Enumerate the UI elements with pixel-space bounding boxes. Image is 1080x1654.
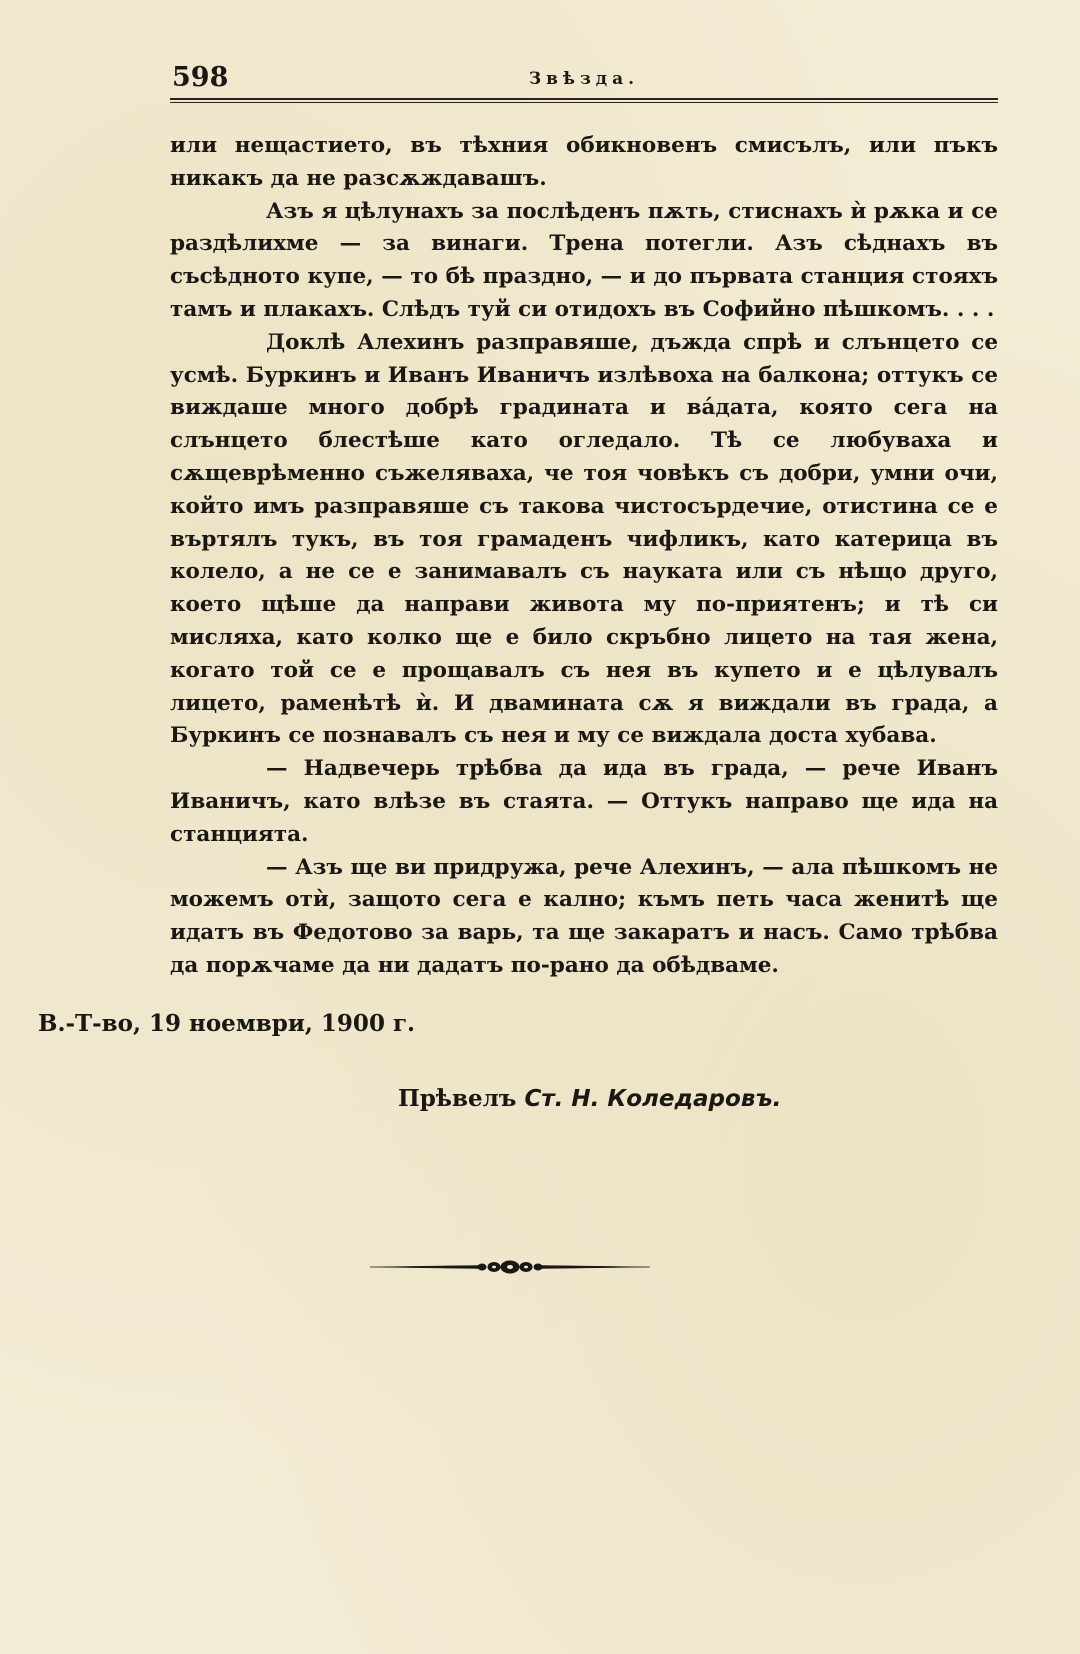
paragraph: — Азъ ще ви придружа, рече Алехинъ, — ала пѣшкомъ не можемъ отѝ, защото сега е кално; къмъ петь часа женитѣ ще идатъ въ Федотово за варь, та ще закаратъ и насъ. Само трѣбва да порѫчаме да ни дадатъ по-рано да обѣдваме.	[170, 854, 998, 978]
translator-prefix: Прѣвелъ	[398, 1085, 517, 1112]
page-number: 598	[172, 62, 229, 93]
translator-credit	[398, 1085, 781, 1112]
page-header	[170, 60, 998, 100]
paragraph: — Надвечерь трѣбва да ида въ града, — рече Иванъ Иваничъ, като влѣзе въ стаята. — Оттукъ направо ще ида на станцията.	[170, 756, 998, 847]
body-text	[170, 130, 998, 983]
header-rule	[170, 98, 998, 103]
paragraph: Азъ я цѣлунахъ за послѣденъ пѫть, стиснахъ ѝ рѫка и се раздѣлихме — за винаги. Трена потегли. Азъ сѣднахъ въ съсѣдното купе, — то бѣ праздно, — и до първата станция стояхъ тамъ и плакахъ. Слѣдъ туй си отидохъ въ Софийно пѣшкомъ. . . .	[170, 198, 998, 322]
page	[170, 60, 998, 978]
running-title: Звѣзда.	[528, 69, 640, 89]
paragraph: Доклѣ Алехинъ разправяше, дъжда спрѣ и слънцето се усмѣ. Буркинъ и Иванъ Иваничъ излѣвоха на балкона; оттукъ се виждаше много добрѣ градината и вáдата, която сега на слънцето блестѣше като огледало. Тѣ се любуваха и сѫщеврѣменно съжеляваха, че тоя човѣкъ съ добри, умни очи, който имъ разправяше съ такова чистосърдечие, отистина се е въртялъ тукъ, въ тоя грамаденъ чифликъ, като катерица въ колело, а не се е занимавалъ съ науката или съ нѣщо друго, което щѣше да направи живота му по-приятенъ; и тѣ си мисляха, като колко ще е било скръбно лицето на тая жена, когато той се е прощавалъ съ нея въ купето и е цѣлувалъ лицето, раменѣтѣ ѝ. И двамината сѫ я виждали въ града, а Буркинъ се познавалъ съ нея и му се виждала доста хубава.	[170, 329, 998, 749]
paragraph-continuation: или нещастието, въ тѣхния обикновенъ смисълъ, или пъкъ никакъ да не разсѫждавашъ.	[170, 133, 998, 191]
dateline: В.-Т-во, 19 ноември, 1900 г.	[38, 1010, 416, 1037]
translator-name: Ст. Н. Коледаровъ.	[524, 1086, 782, 1112]
closing-ornament-icon	[360, 1255, 660, 1279]
